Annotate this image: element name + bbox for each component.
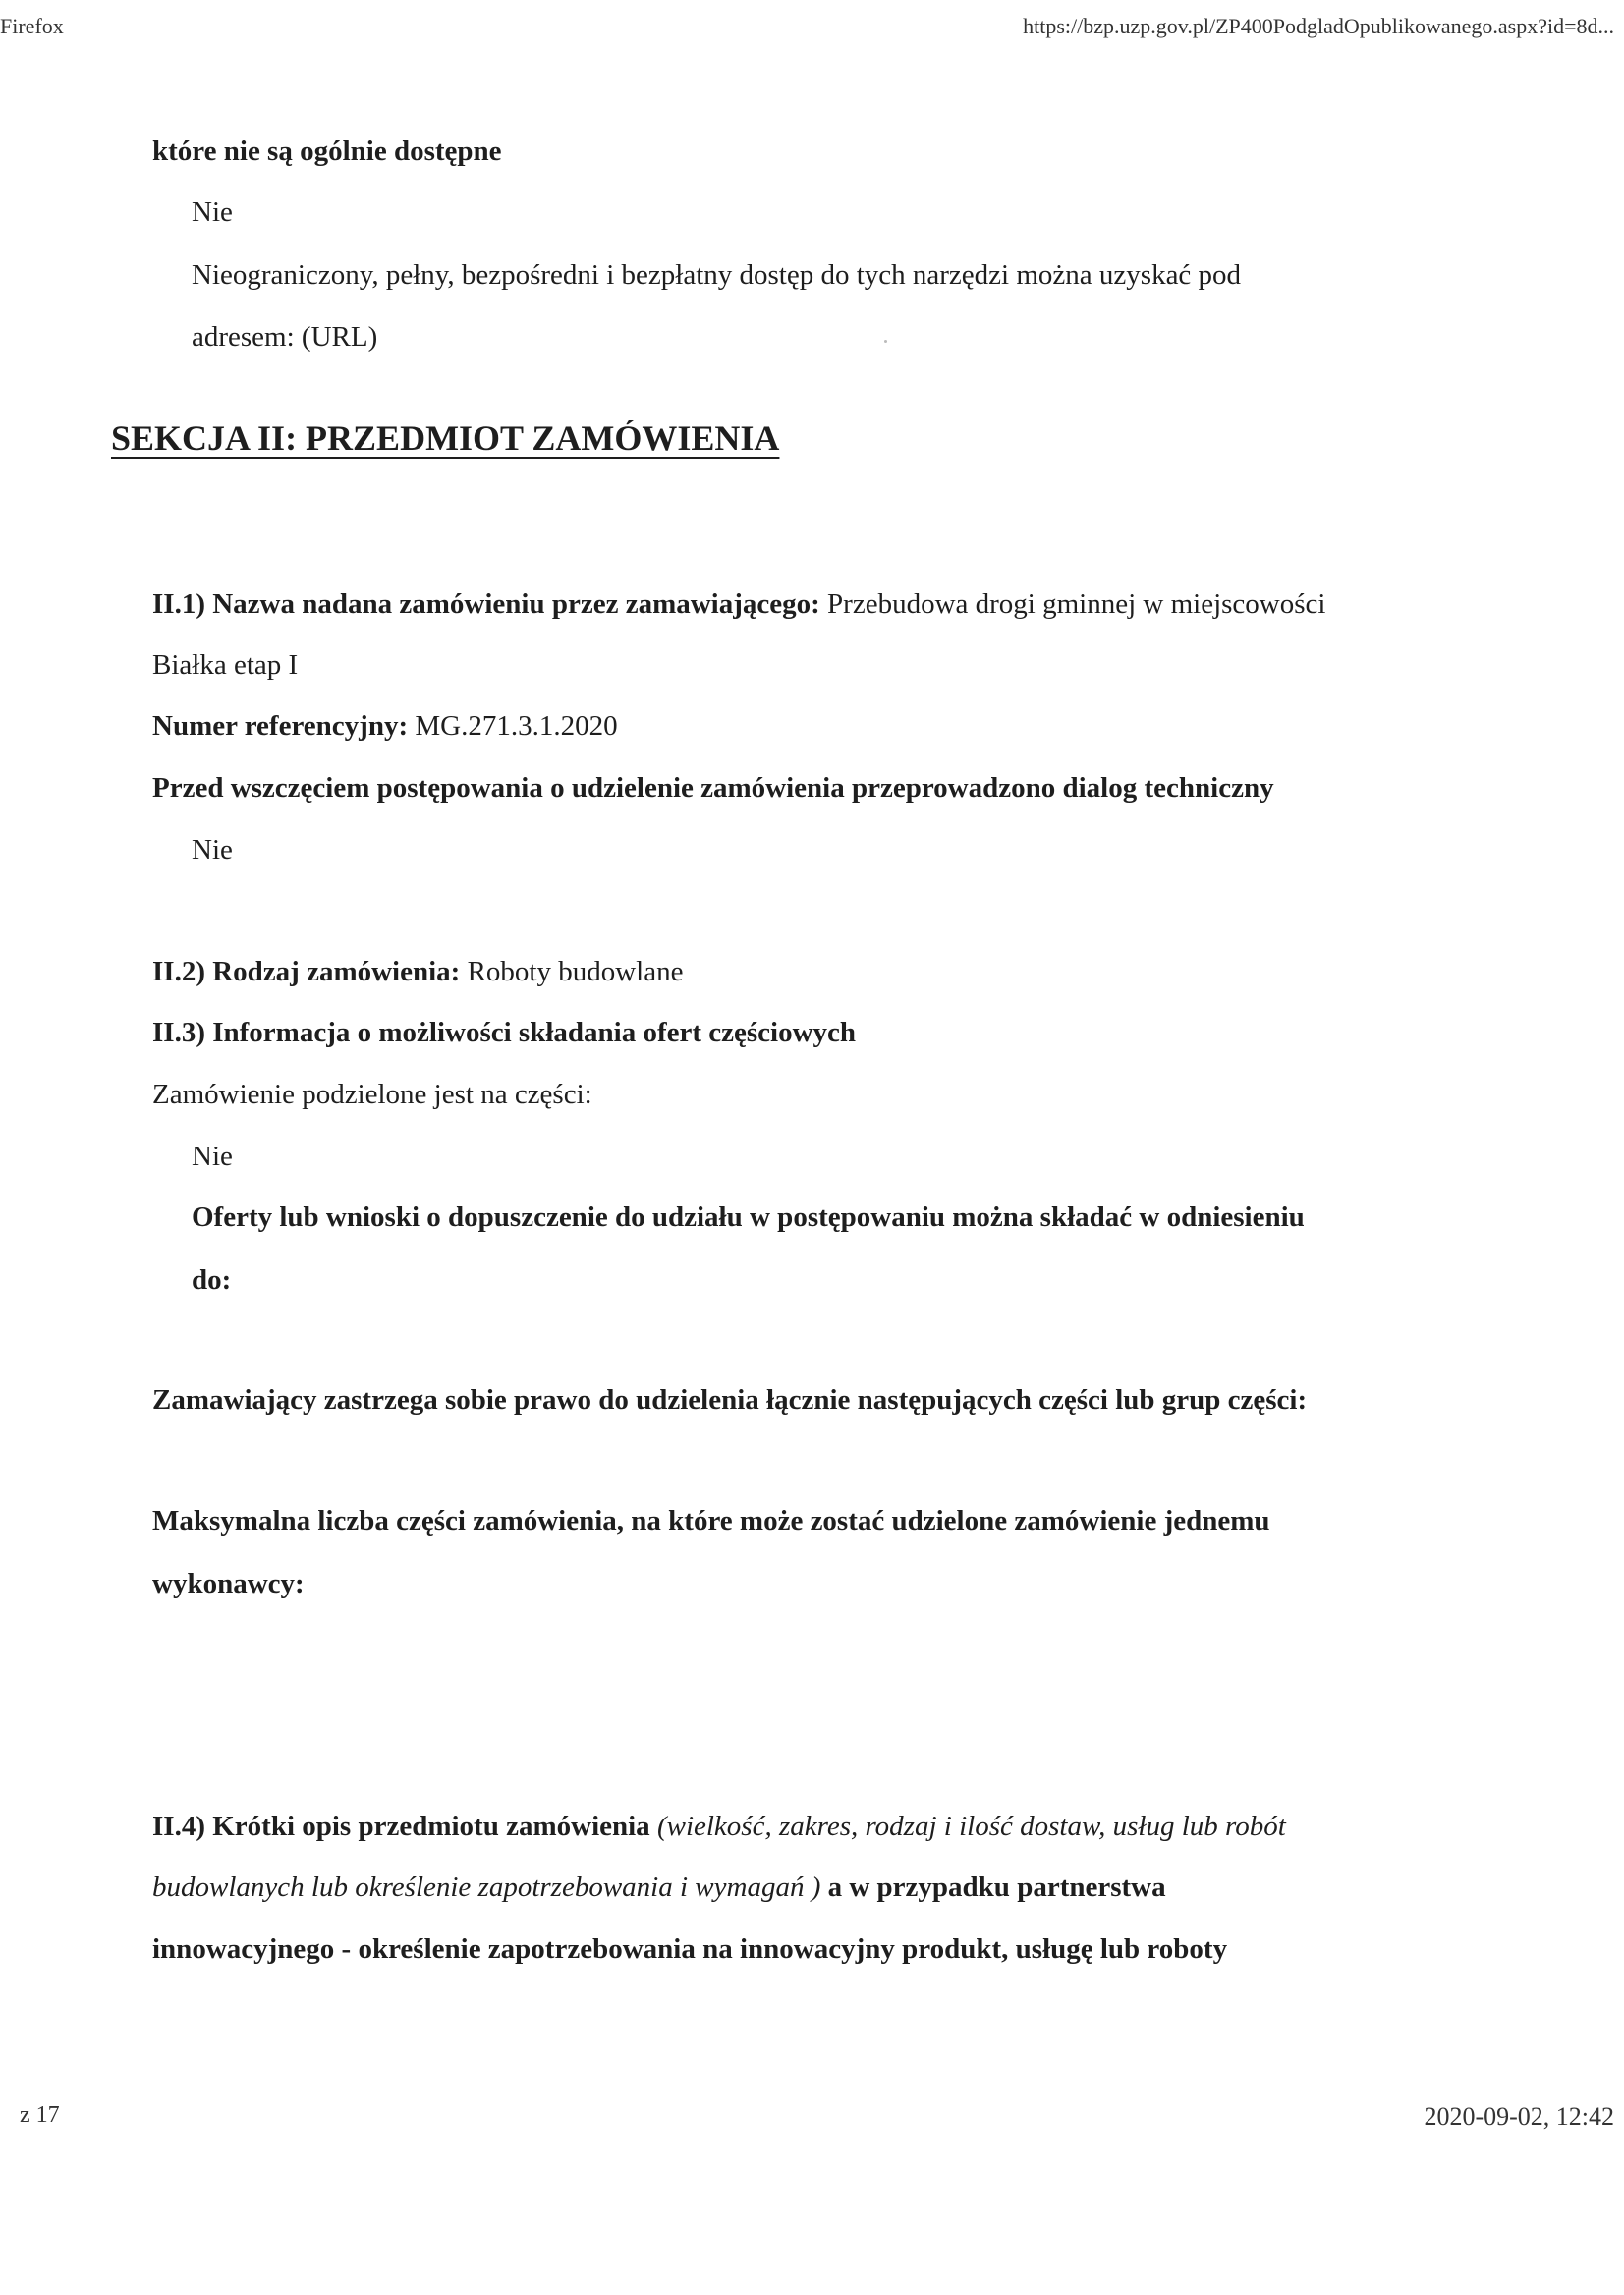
reserve-heading: Zamawiający zastrzega sobie prawo do udzielenia łącznie następujących części lub grup części: [152, 1384, 1308, 1416]
ii1-value-line2: Białka etap I [152, 649, 299, 681]
print-datetime: 2020-09-02, 12:42 [1424, 2102, 1614, 2131]
ii4-line1 [152, 1809, 1286, 1844]
ii3-parts-answer: Nie [192, 1141, 233, 1172]
ii4-line2 [152, 1870, 1166, 1905]
browser-name: Firefox [0, 14, 64, 38]
ii3-parts-label: Zamówienie podzielone jest na części: [152, 1079, 592, 1110]
ii4-bold-line2: a w przypadku partnerstwa [820, 1872, 1166, 1903]
reference-label: Numer referencyjny: [152, 710, 409, 742]
ii1-line1 [152, 587, 1325, 622]
dialog-answer: Nie [192, 834, 233, 866]
ii4-label: II.4) Krótki opis przedmiotu zamówienia [152, 1811, 650, 1842]
tools-answer: Nie [192, 196, 233, 228]
scan-speck [884, 340, 887, 343]
dialog-heading: Przed wszczęciem postępowania o udzielenie zamówienia przeprowadzono dialog techniczny [152, 772, 1274, 804]
ii1-label: II.1) Nazwa nadana zamówieniu przez zamawiającego: [152, 588, 820, 620]
ii4-italic-line2: budowlanych lub określenie zapotrzebowania i wymagań ) [152, 1872, 821, 1903]
max-parts-line2: wykonawcy: [152, 1568, 305, 1599]
ii4-italic-line1: (wielkość, zakres, rodzaj i ilość dostaw, usług lub robót [649, 1811, 1286, 1842]
ii3-heading: II.3) Informacja o możliwości składania ofert częściowych [152, 1017, 857, 1048]
ii2-value: Roboty budowlane [460, 956, 684, 987]
tools-heading: które nie są ogólnie dostępne [152, 136, 502, 167]
ii2-line [152, 954, 683, 989]
offers-line2: do: [192, 1264, 232, 1296]
reference-number [152, 708, 618, 744]
page-url: https://bzp.uzp.gov.pl/ZP400PodgladOpublikowanego.aspx?id=8d... [1023, 14, 1614, 38]
page-count: z 17 [20, 2102, 60, 2128]
tools-access-line1: Nieograniczony, pełny, bezpośredni i bezpłatny dostęp do tych narzędzi można uzyskać pod [192, 259, 1242, 291]
ii4-line3: innowacyjnego - określenie zapotrzebowania na innowacyjny produkt, usługę lub roboty [152, 1933, 1228, 1965]
section-title: SEKCJA II: PRZEDMIOT ZAMÓWIENIA [111, 419, 780, 458]
ii1-value: Przebudowa drogi gminnej w miejscowości [819, 588, 1326, 620]
ii2-label: II.2) Rodzaj zamówienia: [152, 956, 461, 987]
offers-line1: Oferty lub wnioski o dopuszczenie do udziału w postępowaniu można składać w odniesieniu [192, 1202, 1305, 1233]
max-parts-line1: Maksymalna liczba części zamówienia, na które może zostać udzielone zamówienie jednemu [152, 1505, 1270, 1537]
tools-access-line2: adresem: (URL) [192, 321, 378, 353]
reference-value: MG.271.3.1.2020 [408, 710, 618, 742]
